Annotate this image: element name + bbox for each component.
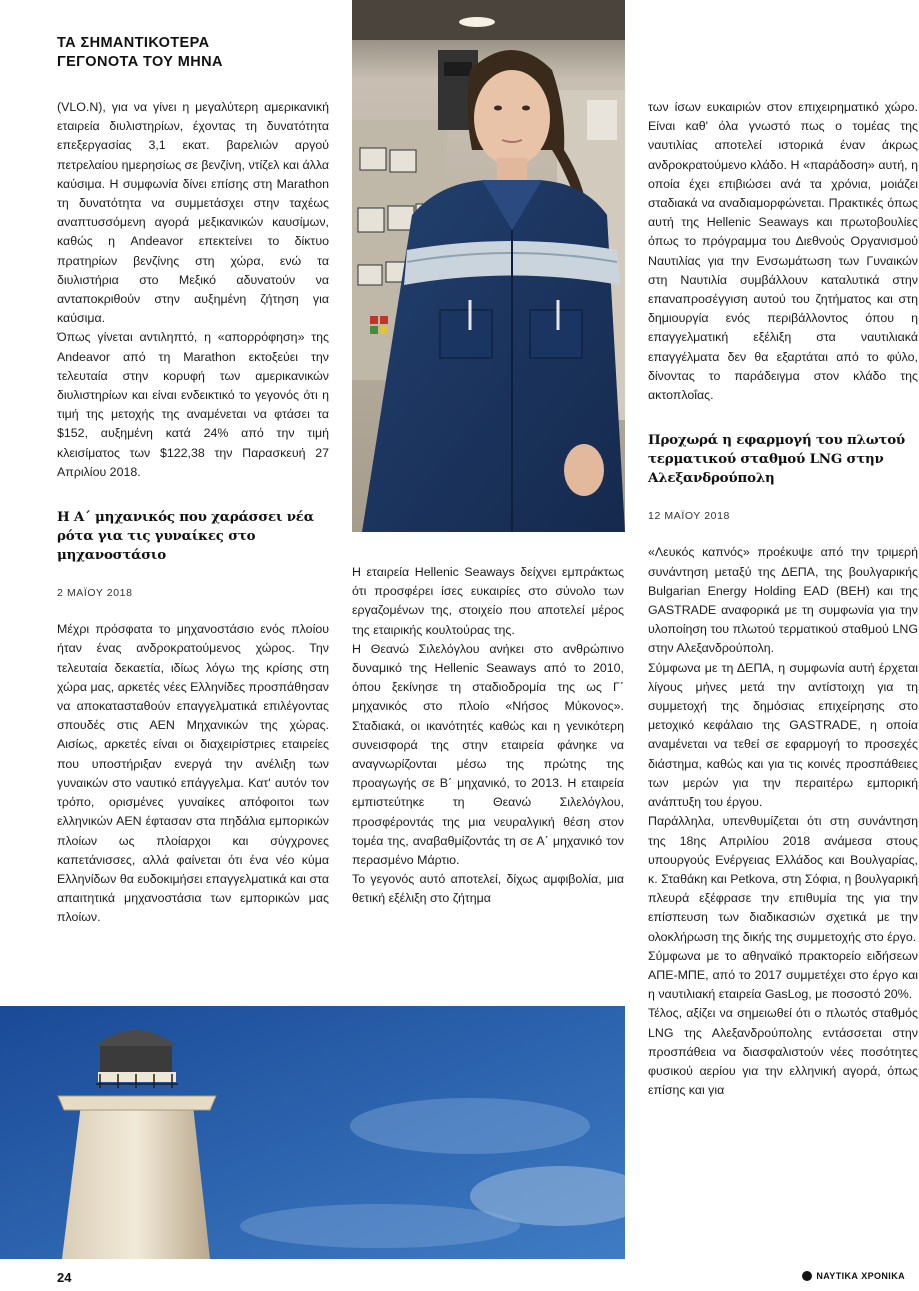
paragraph: Μέχρι πρόσφατα το μηχανοστάσιο ενός πλοίου ήταν ένας ανδροκρατούμενος χώρος. Την τελευταία δεκαετία, ιδίως λόγω της κρίσης στη χώρα μας, αρκετές νέες Ελληνίδες προσπάθησαν να αποκατασταθούν επαγγελματικά επιλέγοντας σπουδές στις ΑΕΝ Μηχανικών της χώρας. Αισίως, αρκετές είναι οι διαχειρίστριες εταιρείες που υποστήριξαν ενεργά την ανέλιξη των γυναικών στο ναυτικό επάγγελμα. Κατ' αυτόν τον τρόπο, ορισμένες γυναίκες απόφοιτοι των ελληνικών ΑΕΝ έφτασαν στα πηδάλια εμπορικών πλοίων ως πλοίαρχοι και σύγχρονες καπετάνισσες, αλλά φαίνεται ότι ένα νέο κύμα Ελληνίδων θα ευδοκιμήσει επαγγελματικά και στα απαιτητικά μηχανοστάσια των εμπορικών μας πλοίων. — [57, 622, 329, 925]
article-date: 12 ΜΑΪΟΥ 2018 — [648, 510, 730, 523]
paragraph: Το γεγονός αυτό αποτελεί, δίχως αμφιβολία, μια θετική εξέλιξη στο ζήτημα — [352, 872, 624, 906]
paragraph: Η εταιρεία Hellenic Seaways δείχνει εμπράκτως ότι προσφέρει ίσες ευκαιρίες στο σύνολο των εργαζομένων της, στοιχείο που αποτελεί μέρος της εταιρικής κουλτούρας της. — [352, 565, 624, 637]
paragraph: (VLO.N), για να γίνει η μεγαλύτερη αμερικανική εταιρεία διυλιστηρίων, έχοντας τη δυνατότητα επεξεργασίας 3,1 εκατ. βαρελιών αργού πετρελαίου ημερησίως σε βενζίνη, ντίζελ και άλλα καύσιμα. Η συμφωνία δίνει επίσης στη Marathon τη δυνατότητα να συμμετάσχει στην ταχέως αναπτυσσόμενη αγορά μεξικανικών καυσίμων, καθώς η Andeavor επεκτείνει το δίκτυο πρατηρίων βενζίνης στη χώρα, ενώ τα διυλιστήρια στο Μεξικό αδυνατούν να ανταποκριθούν στην αυξημένη ζήτηση για καύσιμα. — [57, 100, 329, 326]
engineer-illustration — [352, 0, 625, 532]
column-right — [648, 98, 918, 1100]
column-middle — [352, 563, 624, 909]
article-date: 2 ΜΑΪΟΥ 2018 — [57, 587, 133, 600]
publication-brand — [802, 1271, 905, 1281]
section-title — [57, 34, 347, 72]
brand-name: ΝΑΥΤΙΚΑ ΧΡΟΝΙΚΑ — [816, 1271, 905, 1281]
paragraph: Όπως γίνεται αντιληπτό, η «απορρόφηση» της Andeavor από τη Marathon εκτοξεύει την τελευταία στην κορυφή των αμερικανικών διυλιστηρίων και είναι ενδεικτικό το γεγονός ότι η τιμή της μετοχής της αναμένεται να φτάσει τα $152, αυξημένη κατά 24% από την τιμή κλεισίματος των $122,38 την Παρασκευή 27 Απριλίου 2018. — [57, 330, 329, 479]
lighthouse-photo — [0, 1006, 625, 1259]
paragraph: Τέλος, αξίζει να σημειωθεί ότι ο πλωτός σταθμός LNG της Αλεξανδρούπολης εντάσσεται στην προσπάθεια να διασφαλιστούν νέες ποσότητες φυσικού αερίου για την ελληνική αγορά, όπως επίσης και για — [648, 1006, 918, 1098]
paragraph: Η Θεανώ Σιλελόγλου ανήκει στο ανθρώπινο δυναμικό της Hellenic Seaways από το 2010, όπου ξεκίνησε τη σταδιοδρομία της ως Γ΄ μηχανικός στο πλοίο «Νήσος Μύκονος». Σταδιακά, οι ικανότητές καθώς και η γενικότερη συνεισφορά της στην εταιρεία φάνηκε να αναγνωρίζονται μέσω της πρώτης της προαγωγής σε Β΄ μηχανικό, το 2013. Η εταιρεία εμπιστεύτηκε τη Θεανώ Σιλελόγλου, προσφέροντάς της μια νευραλγική θέση στον τομέα της, αναβαθμίζοντάς τη σε Α΄ μηχανικό τον περασμένο Μάρτιο. — [352, 641, 624, 868]
paragraph: Σύμφωνα με τη ΔΕΠΑ, η συμφωνία αυτή έρχεται λίγους μήνες μετά την αντίστοιχη για τη συμμετοχή της δημόσιας επιχείρησης στο μετοχικό κεφάλαιο της GASTRADE, η οποία αναμένεται να τεθεί σε εφαρμογή το προσεχές διάστημα, καθώς και για τις κοινές προσπάθειες των μερών για την περαιτέρω εμπορική ανάπτυξη του έργου. — [648, 660, 918, 810]
paragraph: Σύμφωνα με το αθηναϊκό πρακτορείο ειδήσεων ΑΠΕ-ΜΠΕ, από το 2017 συμμετέχει στο έργο και η ναυτιλιακή εταιρεία GasLog, με ποσοστό 20%. — [648, 948, 918, 1002]
page-number: 24 — [57, 1270, 72, 1285]
article-heading: Η Α΄ μηχανικός που χαράσσει νέα ρότα για τις γυναίκες στο μηχανοστάσιο — [57, 509, 314, 564]
section-title-line2: ΓΕΓΟΝΟΤΑ ΤΟΥ ΜΗΝΑ — [57, 54, 223, 70]
paragraph: των ίσων ευκαιριών στον επιχειρηματικό χώρο. Είναι καθ' όλα γνωστό πως ο τομέας της ναυτιλίας αποτελεί ιστορικά έναν άκρως ανδροκρατούμενο κλάδο. Η «παράδοση» αυτή, η οποία έχει επιβιώσει ανά τα χρόνια, μοιάζει σταδιακά να αναδιαμορφώνεται. Πρακτικές όπως αυτή της Hellenic Seaways και πρωτοβουλίες όπως το πρόγραμμα του Διεθνούς Οργανισμού Ναυτιλίας για την Ενσωμάτωση των Γυναικών στη Ναυτιλία συμβάλλουν καταλυτικά στην επαναπροσέγγιση αυτού του ζητήματος και στη δημιουργία ενός περιβάλλοντος όπου η επαγγελματική εξέλιξη στα ναυτιλιακά επαγγέλματα δεν θα εξαρτάται από το φύλο, δίνοντας το παράδειγμα στον κλάδο της ακτοπλοΐας. — [648, 100, 918, 403]
column-left — [57, 98, 329, 928]
section-title-line1: ΤΑ ΣΗΜΑΝΤΙΚΟΤΕΡΑ — [57, 35, 210, 51]
paragraph: Παράλληλα, υπενθυμίζεται ότι στη συνάντηση της 18ης Απριλίου 2018 ανάμεσα στους υπουργούς Ενέργειας Ελλάδος και Βουλγαρίας, κ. Σταθάκη και Petkova, στη Σόφια, η βουλγαρική πλευρά εξέφρασε την επιθυμία της για την επίσπευση των διαδικασιών σχετικά με την ολοκλήρωση της δικής της συμμετοχής στο έργο. — [648, 814, 918, 944]
lighthouse-illustration — [0, 1006, 625, 1259]
engineer-photo — [352, 0, 625, 532]
brand-logo-icon — [802, 1271, 812, 1281]
article-heading: Προχωρά η εφαρμογή του πλωτού τερματικού σταθμού LNG στην Αλεξανδρούπολη — [648, 432, 906, 487]
paragraph: «Λευκός καπνός» προέκυψε από την τριμερή συνάντηση μεταξύ της ΔΕΠΑ, της βουλγαρικής Bulgarian Energy Holding EAD (BEH) και της GASTRADE αναφορικά με τη συμφωνία για την υλοποίηση του πλωτού τερματικού σταθμού LNG στην Αλεξανδρούπολη. — [648, 545, 918, 656]
